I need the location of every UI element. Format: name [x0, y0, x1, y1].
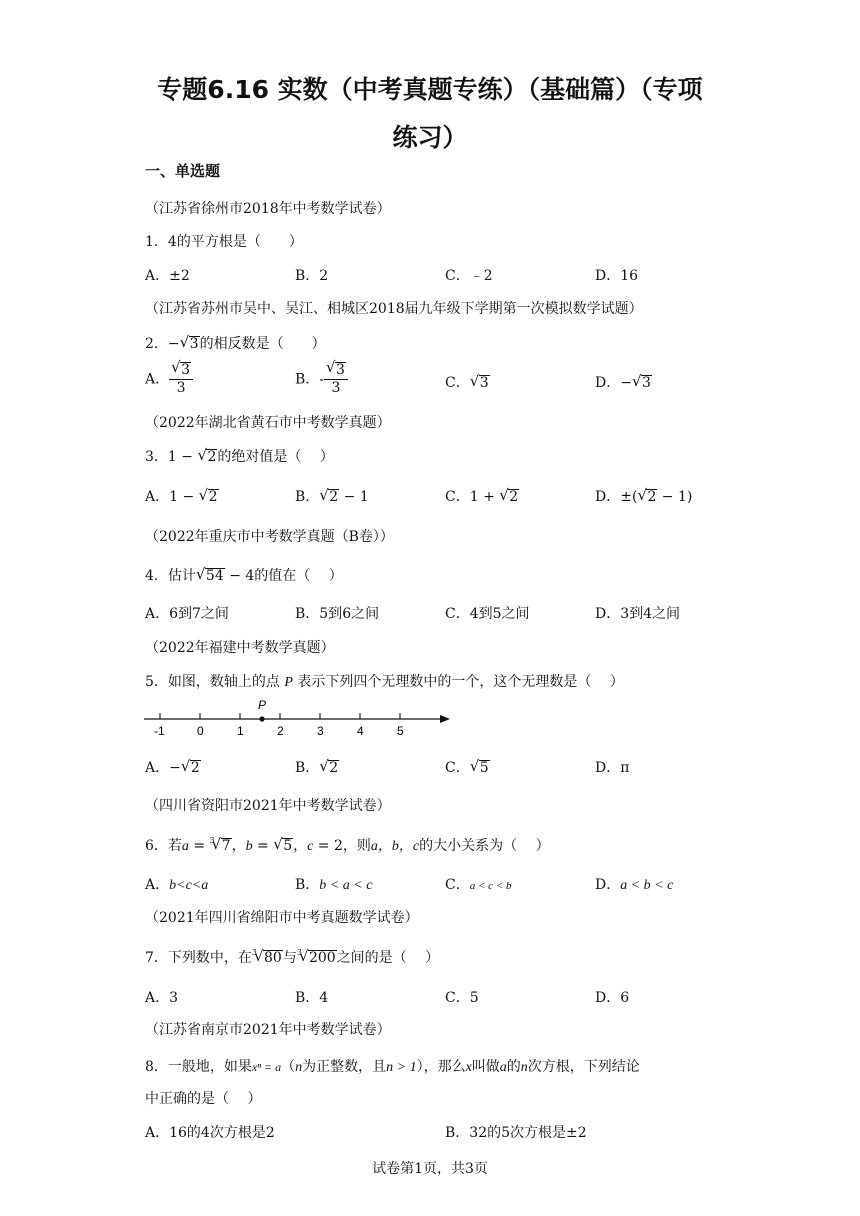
title-line-2: 练习）: [392, 123, 468, 152]
section-heading: 一、单选题: [145, 162, 221, 180]
option-a: A．6到7之间: [145, 606, 229, 622]
option-c: C．√ 5: [445, 757, 490, 777]
question-source: （四川省资阳市2021年中考数学试卷）: [145, 798, 391, 814]
question-source: （2022年重庆市中考数学真题（B卷））: [145, 529, 394, 545]
option-c: C．5: [445, 990, 479, 1006]
option-d: D．π: [595, 760, 630, 776]
tick-label: 3: [317, 724, 324, 738]
point-p-label: P: [258, 698, 267, 712]
question-stem: 3．1 − √ 2的绝对值是（ ）: [145, 446, 334, 466]
option-a: A．3: [145, 990, 179, 1006]
question-stem: 8．一般地，如果xⁿ = a（n为正整数，且n > 1），那么x叫做a的n次方根，下列结论: [145, 1059, 640, 1075]
tick-label: 1: [237, 724, 244, 738]
option-a: A．16的4次方根是2: [145, 1125, 275, 1141]
tick-label: -1: [154, 724, 165, 738]
option-b: B．4: [295, 990, 329, 1006]
option-b: B．- √ $\frac{3}{3}$: [295, 362, 348, 397]
question-stem: 6．若a = $^3$√ 7，b = √ 5，c = 2，则a，b，c的大小关系为（ ）: [145, 835, 550, 855]
option-a: A．1 − √ 2: [145, 486, 219, 506]
option-d: D．−√ 3: [595, 372, 652, 392]
question-stem: 2．−√ 3的相反数是（ ）: [145, 333, 326, 353]
option-c: C．1 + √ 2: [445, 486, 519, 506]
question-stem: 1．4的平方根是（ ）: [145, 234, 303, 250]
question-source: （江苏省苏州市吴中、吴江、相城区2018届九年级下学期第一次模拟数学试题）: [145, 301, 643, 317]
option-c: C．﹣2: [445, 268, 493, 284]
tick-label: 2: [277, 724, 284, 738]
question-source: （2021年四川省绵阳市中考真题数学试卷）: [145, 910, 419, 926]
option-d: D．6: [595, 990, 630, 1006]
option-b: B．√ 2: [295, 757, 339, 777]
option-b: B．2: [295, 268, 329, 284]
question-stem-line-2: 中正确的是（ ）: [145, 1091, 262, 1107]
question-stem: 7．下列数中，在$^3$√ 80与$^3$√ 200之间的是（ ）: [145, 947, 439, 967]
option-d: D．16: [595, 268, 639, 284]
page-footer: 试卷第1页，共3页: [372, 1161, 488, 1177]
option-c: C．4到5之间: [445, 606, 530, 622]
option-d: D．±(√ 2 − 1): [595, 486, 692, 506]
tick-label: 4: [357, 724, 364, 738]
option-a: A．±2: [145, 268, 190, 284]
question-source: （2022年福建中考数学真题）: [145, 640, 335, 656]
title-line-1: 专题6.16 实数（中考真题专练）（基础篇）（专项: [157, 75, 703, 104]
option-c: C．a < c < b: [445, 877, 512, 893]
question-stem: 5．如图，数轴上的点 P 表示下列四个无理数中的一个，这个无理数是（ ）: [145, 674, 624, 690]
question-source: （江苏省南京市2021年中考数学试卷）: [145, 1022, 391, 1038]
option-d: D．a < b < c: [595, 877, 674, 893]
option-d: D．3到4之间: [595, 606, 681, 622]
question-source: （2022年湖北省黄石市中考数学真题）: [145, 415, 391, 431]
question-source: （江苏省徐州市2018年中考数学试卷）: [145, 201, 391, 217]
tick-label: 5: [397, 724, 404, 738]
option-b: B．√ 2 − 1: [295, 486, 369, 506]
option-b: B．5到6之间: [295, 606, 380, 622]
option-a: A．−√ 2: [145, 757, 201, 777]
option-b: B．32的5次方根是±2: [445, 1125, 587, 1141]
tick-label: 0: [197, 724, 204, 738]
number-line: [140, 695, 460, 740]
option-a: A．b<c<a: [145, 877, 209, 893]
page-title: [120, 66, 740, 162]
point-p: [259, 716, 264, 721]
question-stem: 4．估计√ 54 − 4的值在（ ）: [145, 565, 343, 585]
option-c: C．√ 3: [445, 372, 490, 392]
option-a: A． √ $\frac{3}{3}$: [145, 362, 193, 397]
option-b: B．b < a < c: [295, 877, 373, 893]
